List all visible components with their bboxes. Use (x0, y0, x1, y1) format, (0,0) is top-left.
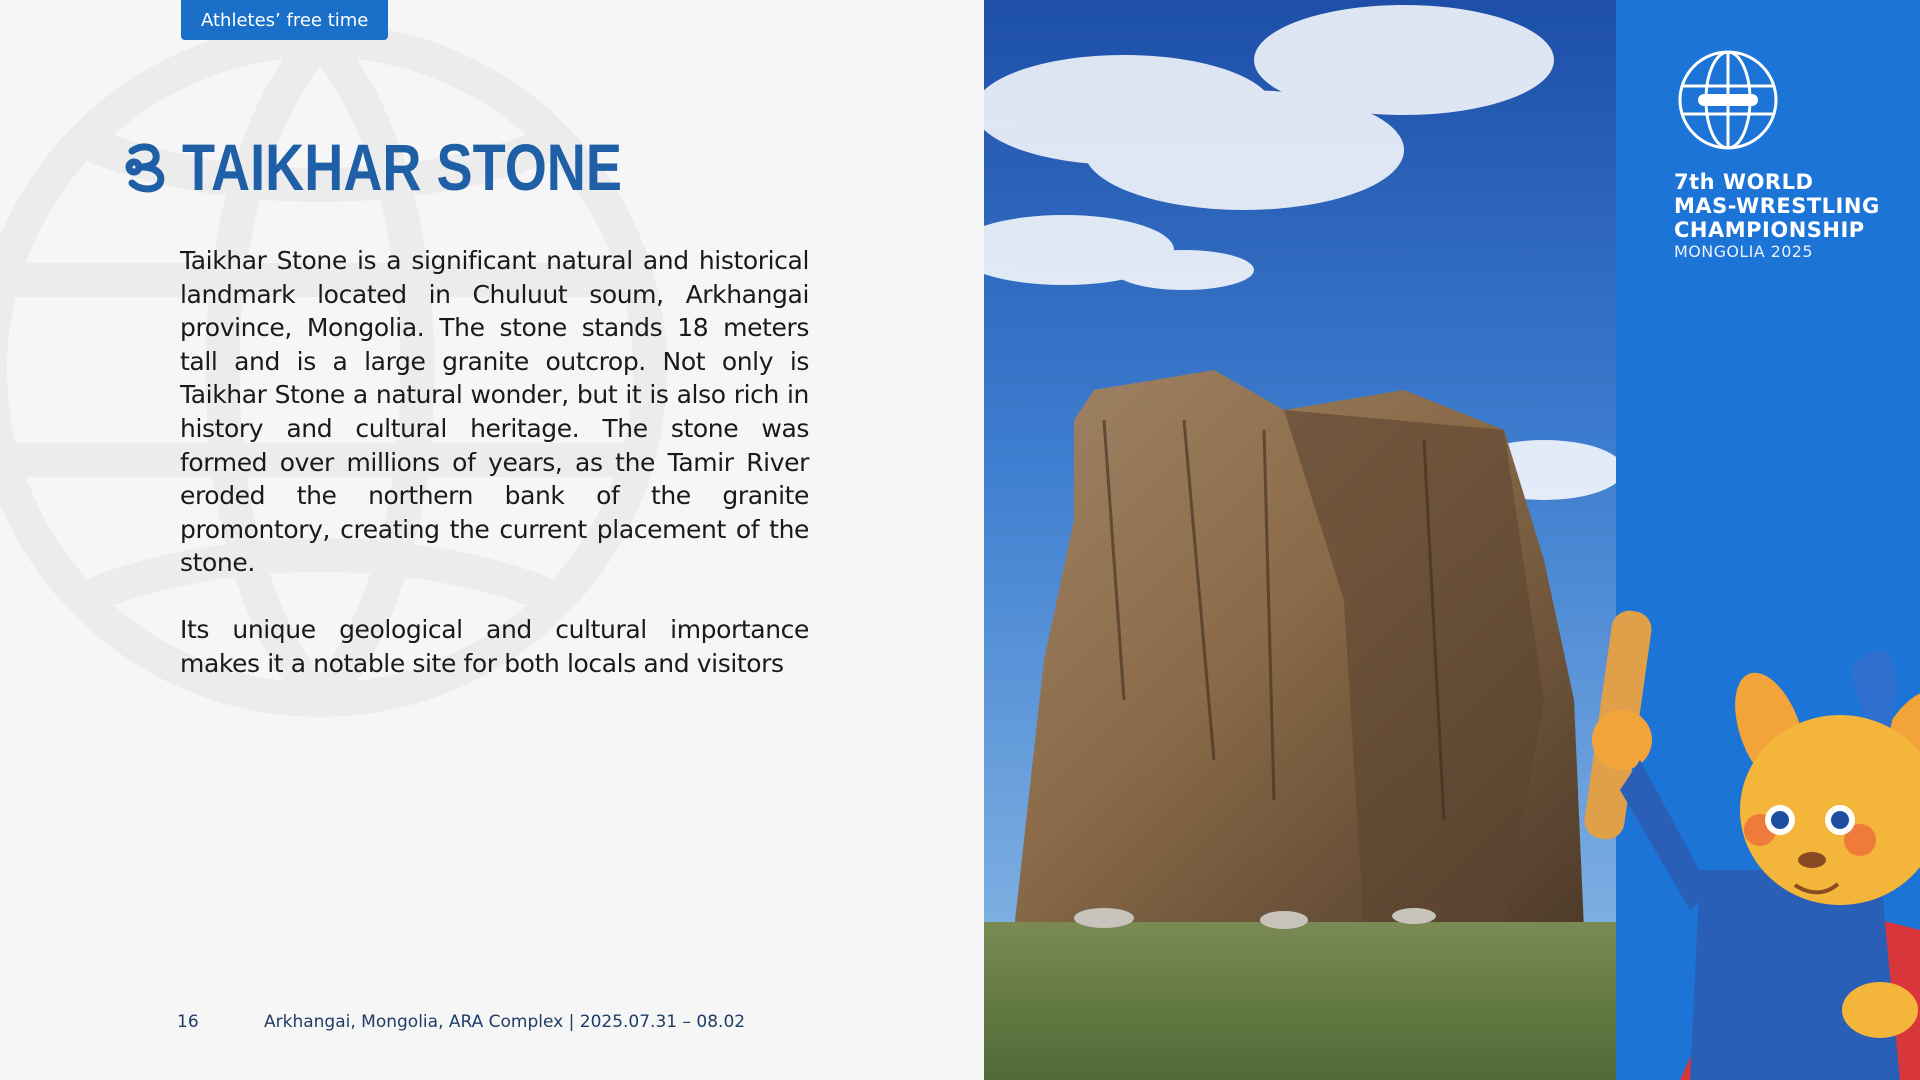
paragraph-1: Taikhar Stone is a significant natural and historical landmark located in Chuluut soum, Arkhangai province, Mongolia. The stone stands 18 meters tall and is a large granite outcrop. Not only is Taikhar Stone a natural wonder, but it is also rich in history and cultural heritage. The stone was formed over millions of years, as the Tamir River eroded the northern bank of the granite promontory, creating the current placement of the stone. (180, 246, 809, 578)
taikhar-stone-photo (984, 0, 1616, 1080)
page-title: TAIKHAR STONE (182, 130, 622, 204)
championship-line-1: 7th WORLD (1674, 170, 1814, 194)
championship-line-2: MAS-WRESTLING (1674, 194, 1880, 218)
footer-location-dates: Arkhangai, Mongolia, ARA Complex | 2025.07.31 – 08.02 (264, 1012, 746, 1032)
paragraph-2: Its unique geological and cultural importance makes it a notable site for both locals and visitors (180, 614, 809, 678)
page-number: 16 (177, 1012, 199, 1032)
globe-wrestlers-logo (1676, 48, 1780, 152)
championship-title (1674, 170, 1880, 262)
championship-line-4: MONGOLIA 2025 (1674, 242, 1813, 261)
knot-symbol-icon (122, 141, 168, 193)
championship-line-3: CHAMPIONSHIP (1674, 218, 1865, 242)
mascot-illustration (1580, 590, 1920, 1080)
section-tag[interactable]: Athletes’ free time (181, 0, 388, 40)
title-row (122, 132, 719, 202)
body-text (180, 244, 809, 713)
